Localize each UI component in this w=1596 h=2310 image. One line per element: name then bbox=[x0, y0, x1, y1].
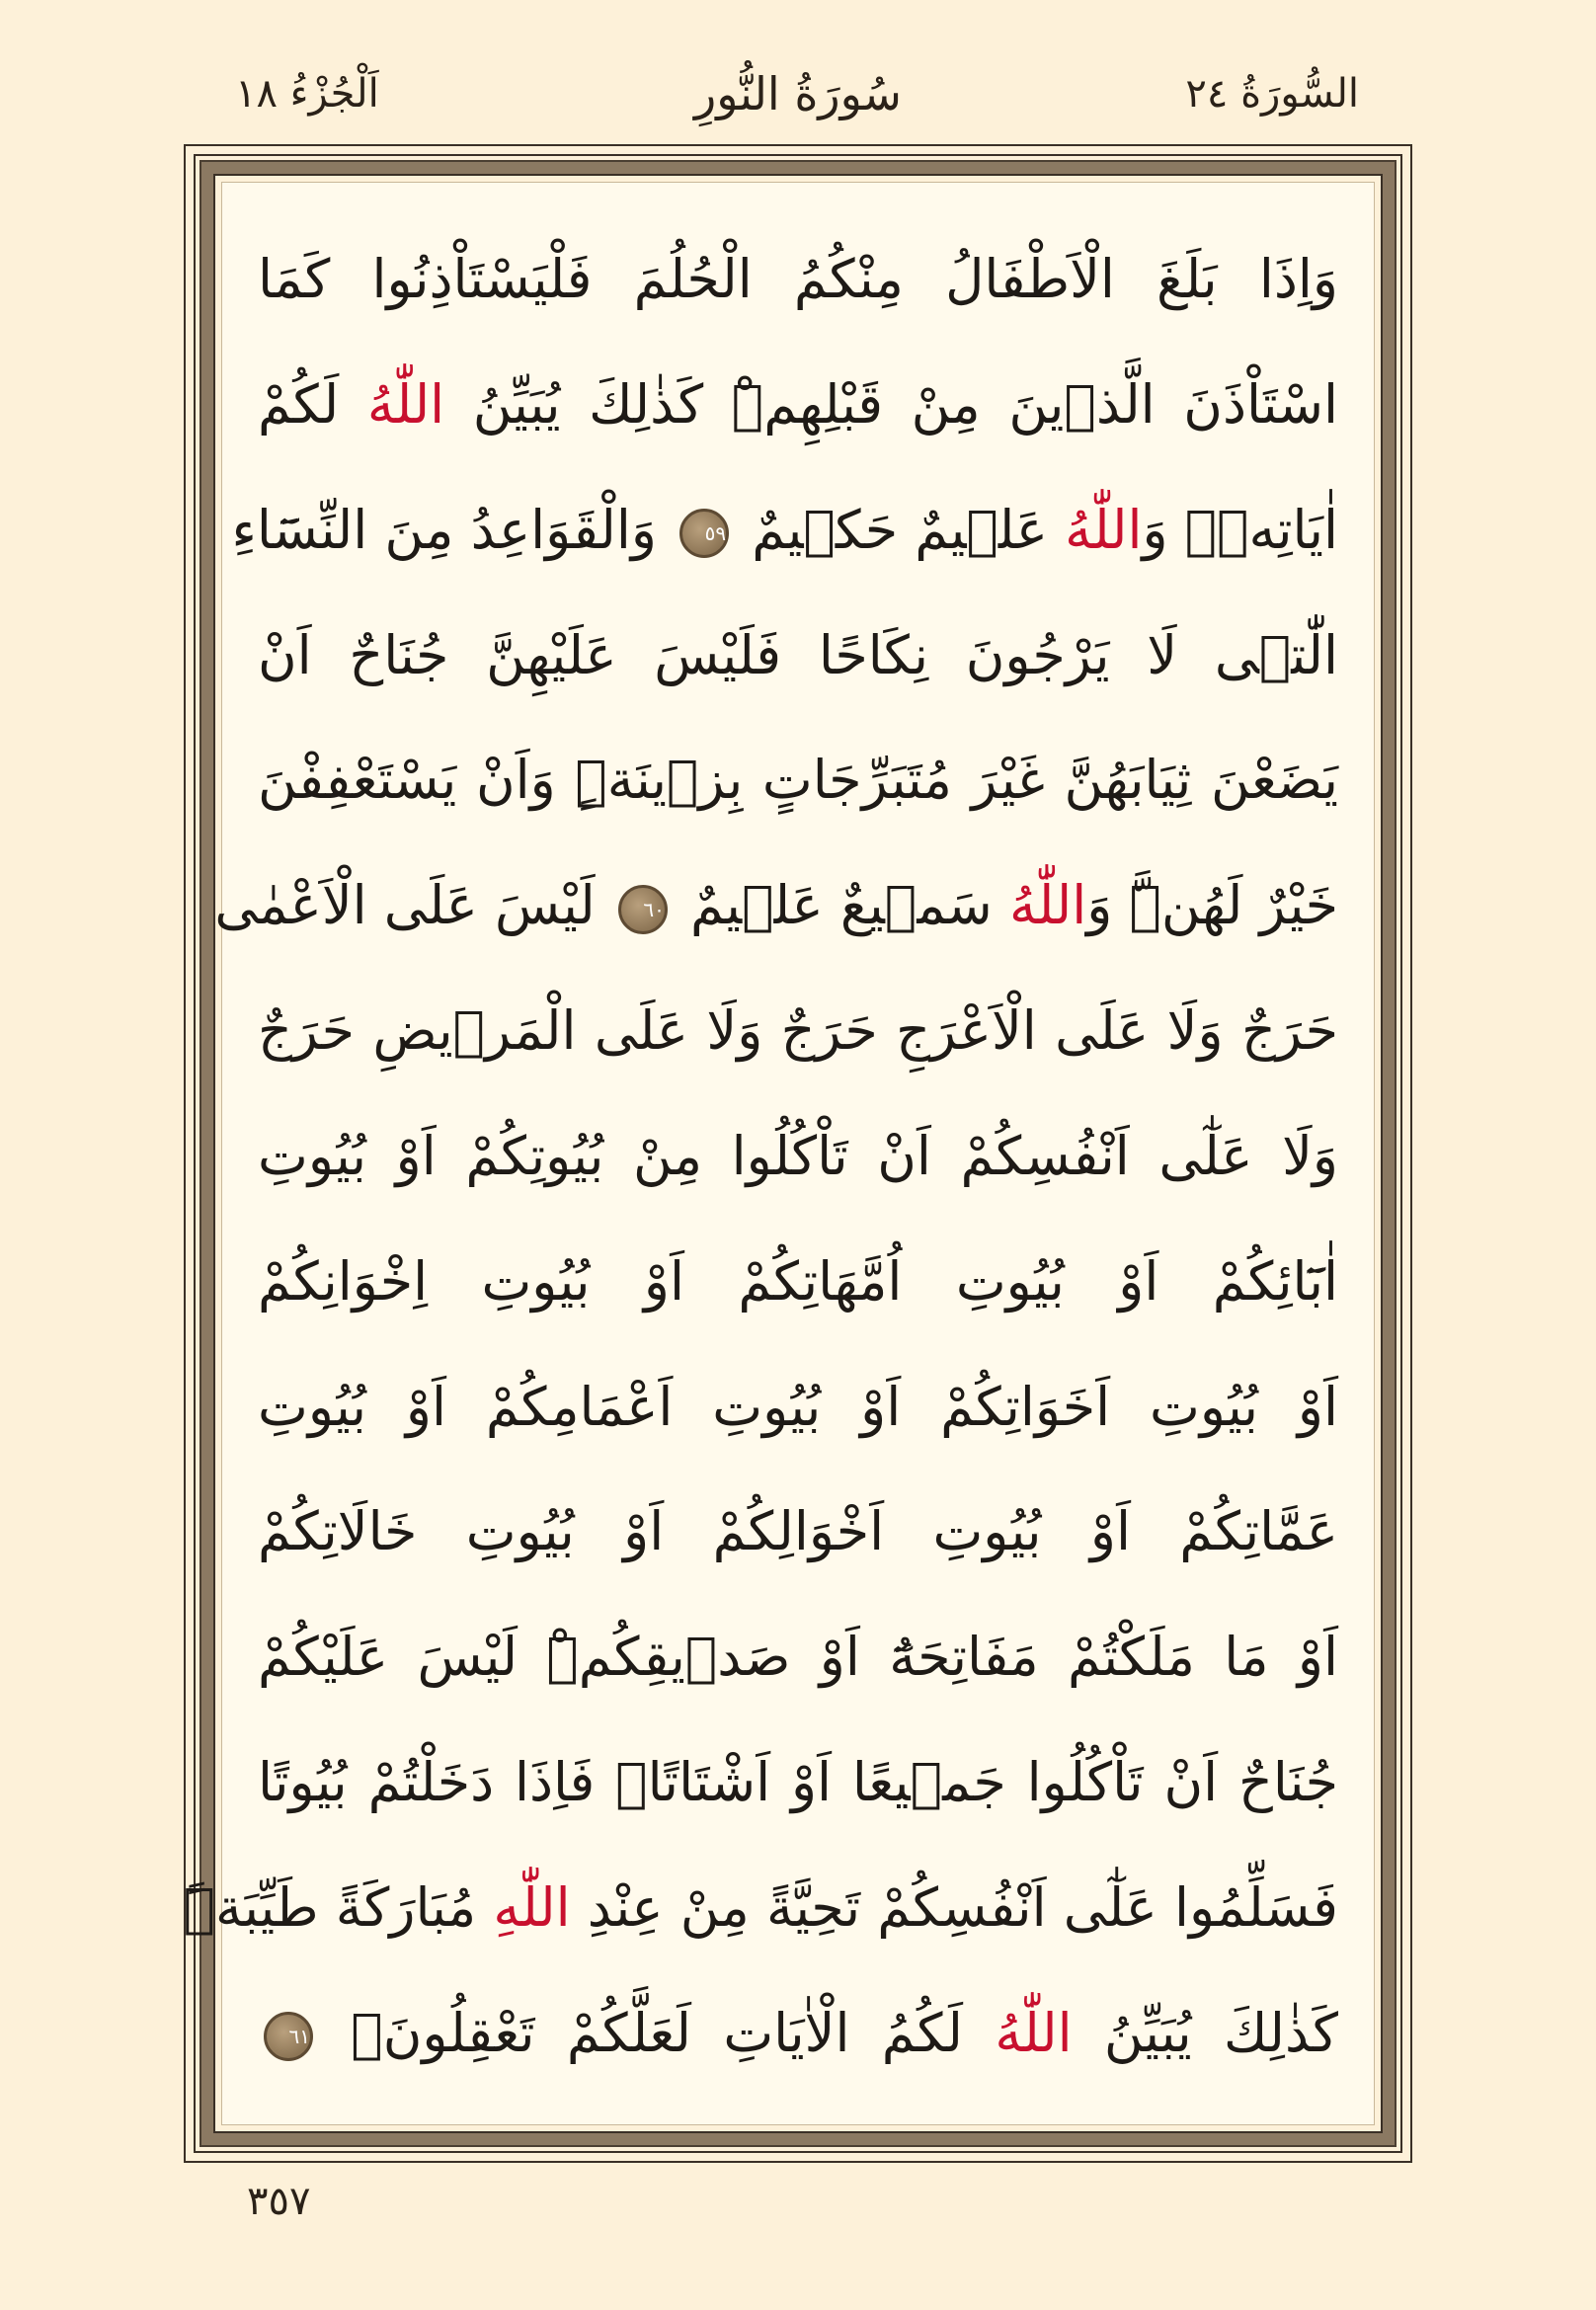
verse-text: حَرَجٌ وَلَا عَلَى الْاَعْرَجِ حَرَجٌ وَلَا عَلَى الْمَرٖيضِ حَرَجٌ bbox=[258, 999, 1338, 1063]
ayah-number-marker: ٥٩ bbox=[679, 509, 729, 558]
verse-line bbox=[258, 1600, 1338, 1714]
page-header bbox=[0, 0, 1596, 138]
verse-line bbox=[258, 1225, 1338, 1339]
verse-text: لَكُمُ الْاٰيَاتِ لَعَلَّكُمْ تَعْقِلُونَ۟ bbox=[319, 2001, 996, 2064]
text-panel bbox=[183, 182, 1375, 2125]
divine-name: اللّٰهُ bbox=[366, 372, 445, 436]
verse-line bbox=[231, 473, 1338, 588]
ayah-number-marker: ٦٠ bbox=[618, 885, 668, 934]
verse-text: لَكُمْ bbox=[258, 372, 367, 436]
verse-line bbox=[258, 348, 1338, 462]
verse-text: اَوْ بُيُوتِ اَخَوَاتِكُمْ اَوْ بُيُوتِ اَعْمَامِكُمْ اَوْ بُيُوتِ bbox=[258, 1375, 1338, 1438]
divine-name: اللّٰهُ bbox=[995, 2001, 1073, 2064]
verse-line bbox=[258, 1725, 1338, 1840]
verse-text: الّٰتٖى لَا يَرْجُونَ نِكَاحًا فَلَيْسَ عَلَيْهِنَّ جُنَاحٌ اَنْ bbox=[258, 623, 1338, 686]
verse-text: وَالْقَوَاعِدُ مِنَ النِّسَٓاءِ bbox=[231, 498, 675, 561]
verse-line bbox=[258, 1976, 1338, 2091]
verse-text: اَوْ مَا مَلَكْتُمْ مَفَاتِحَهُٓ اَوْ صَدٖيقِكُمْۜ لَيْسَ عَلَيْكُمْ bbox=[258, 1626, 1338, 1689]
verse-text: وَاِذَا بَلَغَ الْاَطْفَالُ مِنْكُمُ الْحُلُمَ فَلْيَسْتَاْذِنُوا كَمَا bbox=[258, 248, 1338, 310]
verse-line bbox=[258, 974, 1338, 1088]
verse-text: لَيْسَ عَلَى الْاَعْمٰى bbox=[214, 874, 612, 937]
verse-text: كَذٰلِكَ يُبَيِّنُ bbox=[1072, 2001, 1338, 2064]
verse-text: يَضَعْنَ ثِيَابَهُنَّ غَيْرَ مُتَبَرِّجَاتٍ بِزٖينَةٍۜ وَاَنْ يَسْتَعْفِفْنَ bbox=[258, 749, 1338, 812]
verse-text: مُبَارَكَةً طَيِّبَةًۜ bbox=[183, 1875, 494, 1939]
verse-text: فَسَلِّمُوا عَلٰٓى اَنْفُسِكُمْ تَحِيَّةً مِنْ عِنْدِ bbox=[570, 1875, 1338, 1939]
page-frame bbox=[184, 144, 1412, 2163]
juz-label: اَلْجُزْءُ ١٨ bbox=[235, 71, 379, 117]
verse-text: اسْتَاْذَنَ الَّذٖينَ مِنْ قَبْلِهِمْۜ كَذٰلِكَ يُبَيِّنُ bbox=[444, 372, 1338, 436]
verse-line bbox=[258, 723, 1338, 837]
verse-text: سَمٖيعٌ عَلٖيمٌ bbox=[673, 874, 1009, 937]
verse-text: عَمَّاتِكُمْ اَوْ بُيُوتِ اَخْوَالِكُمْ اَوْ بُيُوتِ خَالَاتِكُمْ bbox=[258, 1500, 1338, 1563]
page-number: ٣٥٧ bbox=[247, 2179, 311, 2224]
verse-text: اٰبَٓائِكُمْ اَوْ بُيُوتِ اُمَّهَاتِكُمْ اَوْ بُيُوتِ اِخْوَانِكُمْ bbox=[258, 1249, 1338, 1313]
verse-text: عَلٖيمٌ حَكٖيمٌ bbox=[735, 498, 1066, 561]
verse-lines bbox=[183, 222, 1338, 2091]
verse-line bbox=[258, 1350, 1338, 1465]
verse-text: اٰيَاتِهٖۜ وَ bbox=[1142, 498, 1338, 561]
surah-number: السُّورَةُ ٢٤ bbox=[1185, 71, 1359, 117]
verse-line bbox=[258, 598, 1338, 713]
divine-name: اللّٰهُ bbox=[1065, 498, 1143, 561]
verse-line bbox=[258, 222, 1338, 337]
verse-line bbox=[214, 848, 1338, 963]
divine-name: اللّٰهُ bbox=[1008, 874, 1087, 937]
ayah-number-marker: ٦١ bbox=[264, 2012, 313, 2061]
verse-text: جُنَاحٌ اَنْ تَاْكُلُوا جَمٖيعًا اَوْ اَشْتَاتًاۜ فَاِذَا دَخَلْتُمْ بُيُوتًا bbox=[258, 1751, 1338, 1814]
verse-text: خَيْرٌ لَهُنَّۜ وَ bbox=[1086, 874, 1338, 937]
verse-line bbox=[183, 1851, 1338, 1965]
verse-text: وَلَا عَلٰٓى اَنْفُسِكُمْ اَنْ تَاْكُلُوا مِنْ بُيُوتِكُمْ اَوْ بُيُوتِ bbox=[258, 1124, 1338, 1187]
surah-title: سُورَةُ النُّورِ bbox=[694, 67, 902, 120]
verse-line bbox=[258, 1099, 1338, 1214]
verse-line bbox=[258, 1474, 1338, 1589]
divine-name: اللّٰهِ bbox=[493, 1875, 571, 1939]
